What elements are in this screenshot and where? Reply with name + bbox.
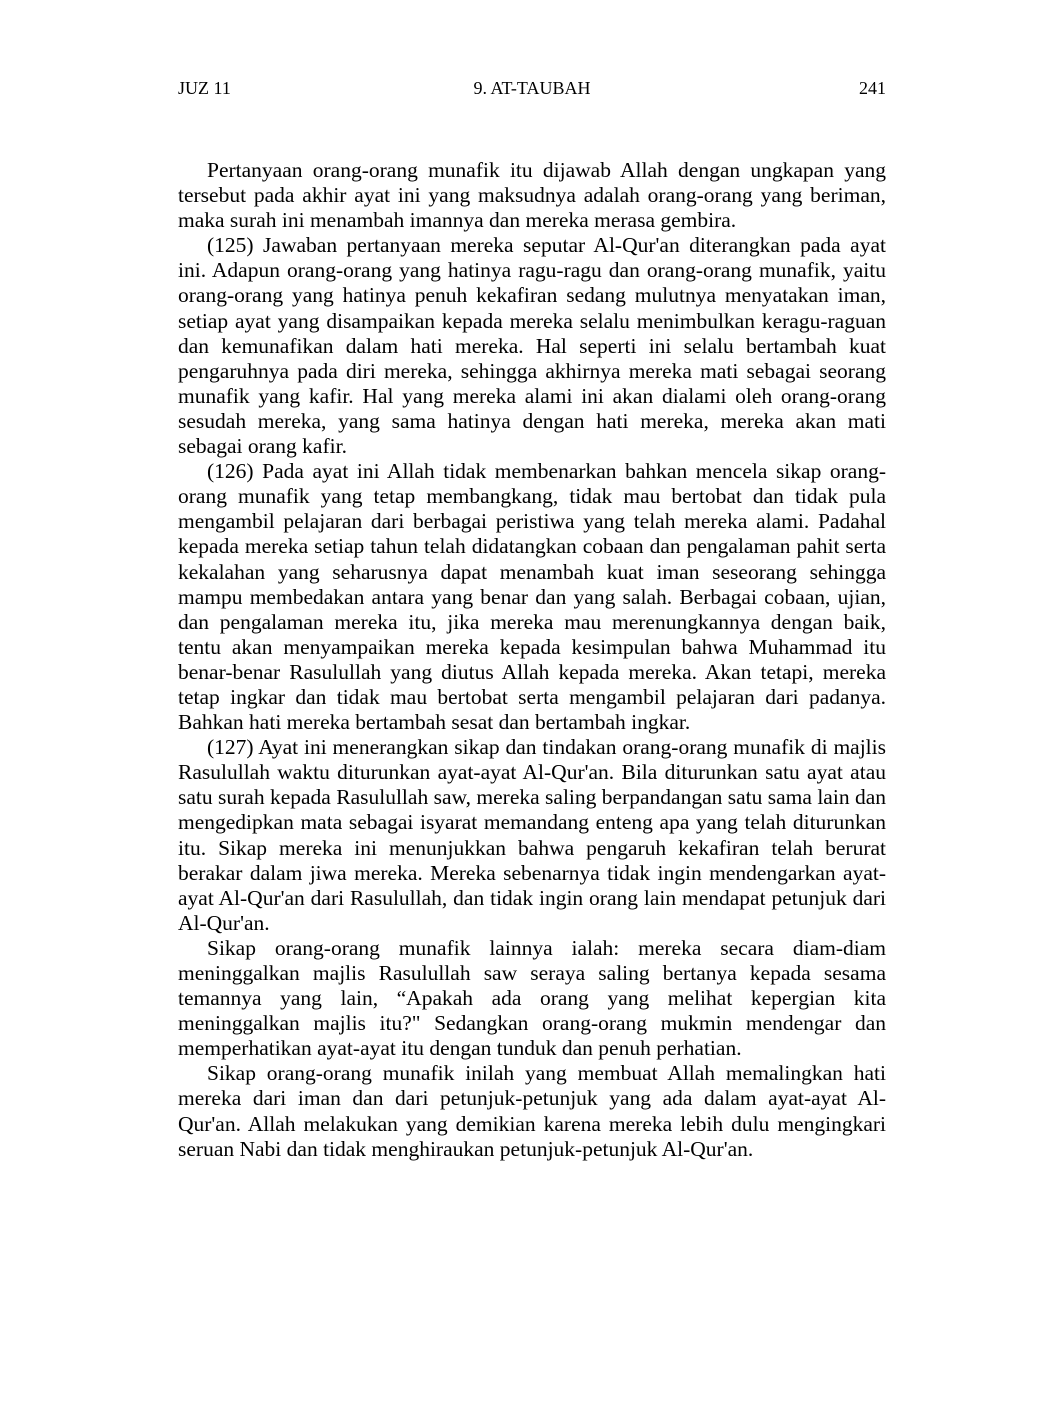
running-header [178, 76, 886, 100]
body-text [178, 158, 886, 1162]
juz-label: JUZ 11 [178, 78, 231, 98]
page-number: 241 [859, 78, 886, 98]
paragraph: (126) Pada ayat ini Allah tidak membenarkan bahkan mencela sikap orang-orang munafik yang tetap membangkang, tidak mau bertobat dan tidak pula mengambil pelajaran dari berbagai peristiwa yang telah mereka alami. Padahal kepada mereka setiap tahun telah didatangkan cobaan dan pengalaman pahit serta kekalahan yang seharusnya dapat menambah kuat iman seseorang sehingga mampu membedakan antara yang benar dan yang salah. Berbagai cobaan, ujian, dan pengalaman mereka itu, jika mereka mau merenungkannya dengan baik, tentu akan menyampaikan mereka kepada kesimpulan bahwa Muhammad itu benar-benar Rasulullah yang diutus Allah kepada mereka. Akan tetapi, mereka tetap ingkar dan tidak mau bertobat serta mengambil pelajaran dari padanya. Bahkan hati mereka bertambah sesat dan bertambah ingkar. [178, 459, 886, 735]
paragraph: Pertanyaan orang-orang munafik itu dijawab Allah dengan ungkapan yang tersebut pada akhir ayat ini yang maksudnya adalah orang-orang yang beriman, maka surah ini menambah imannya dan mereka merasa gembira. [178, 158, 886, 233]
surah-title: 9. AT-TAUBAH [473, 78, 591, 98]
paragraph: (127) Ayat ini menerangkan sikap dan tindakan orang-orang munafik di majlis Rasulullah waktu diturunkan ayat-ayat Al-Qur'an. Bila diturunkan satu ayat atau satu surah kepada Rasulullah saw, mereka saling berpandangan satu sama lain dan mengedipkan mata sebagai isyarat memandang enteng apa yang telah diturunkan itu. Sikap mereka ini menunjukkan bahwa pengaruh kekafiran telah berurat berakar dalam jiwa mereka. Mereka sebenarnya tidak ingin mendengarkan ayat-ayat Al-Qur'an dari Rasulullah, dan tidak ingin orang lain mendapat petunjuk dari Al-Qur'an. [178, 735, 886, 935]
paragraph: (125) Jawaban pertanyaan mereka seputar Al-Qur'an diterangkan pada ayat ini. Adapun orang-orang yang hatinya ragu-ragu dan orang-orang munafik, yaitu orang-orang yang hatinya penuh kekafiran sedang mulutnya menyatakan iman, setiap ayat yang disampaikan kepada mereka selalu menimbulkan keragu-raguan dan kemunafikan dalam hati mereka. Hal seperti ini selalu bertambah kuat pengaruhnya pada diri mereka, sehingga akhirnya mereka mati sebagai seorang munafik yang kafir. Hal yang mereka alami ini akan dialami oleh orang-orang sesudah mereka, yang sama hatinya dengan hati mereka, mereka akan mati sebagai orang kafir. [178, 233, 886, 459]
paragraph: Sikap orang-orang munafik lainnya ialah: mereka secara diam-diam meninggalkan majlis Rasulullah saw seraya saling bertanya kepada sesama temannya yang lain, “Apakah ada orang yang melihat kepergian kita meninggalkan majlis itu?" Sedangkan orang-orang mukmin mendengar dan memperhatikan ayat-ayat itu dengan tunduk dan penuh perhatian. [178, 935, 886, 1061]
paragraph: Sikap orang-orang munafik inilah yang membuat Allah memalingkan hati mereka dari iman dan dari petunjuk-petunjuk yang ada dalam ayat-ayat Al-Qur'an. Allah melakukan yang demikian karena mereka lebih dulu mengingkari seruan Nabi dan tidak menghiraukan petunjuk-petunjuk Al-Qur'an. [178, 1061, 886, 1161]
